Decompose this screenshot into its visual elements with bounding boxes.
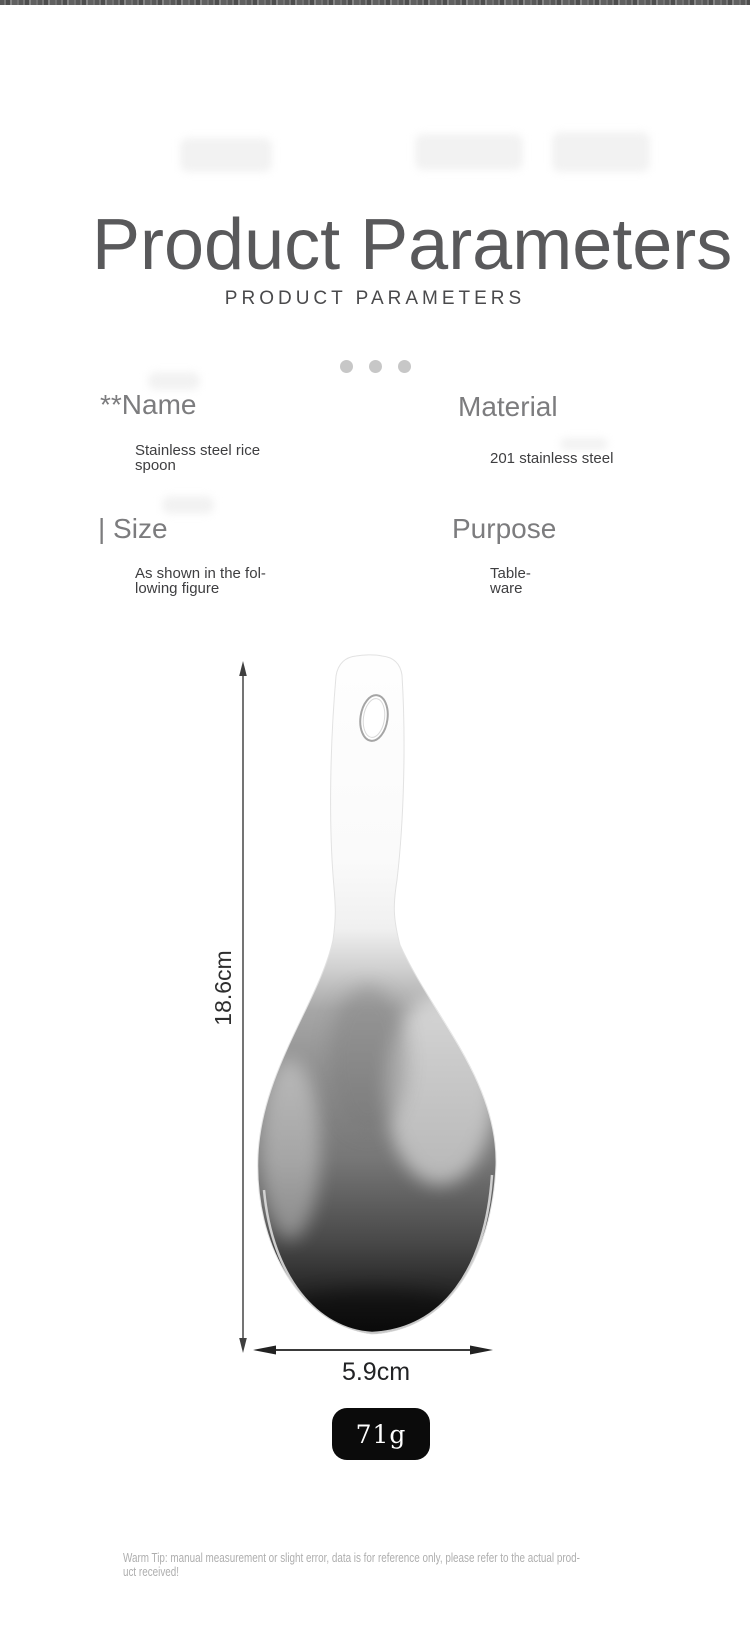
param-value-line: Stainless steel rice (135, 442, 261, 459)
height-dimension-line (239, 661, 247, 1353)
watermark-ghost (162, 496, 214, 514)
param-label-purpose: Purpose (452, 513, 557, 544)
dots-divider (0, 360, 750, 373)
weight-badge-text: 71g (355, 1419, 407, 1449)
param-label-material: Material (458, 391, 558, 422)
param-label-size: | Size (98, 513, 168, 544)
param-value-line: Table- (490, 565, 531, 582)
warm-tip-note (123, 1551, 625, 1578)
param-value-line: spoon (135, 457, 176, 474)
param-value-size (135, 566, 266, 596)
watermark-ghost (148, 372, 200, 390)
dot (369, 360, 382, 373)
width-dimension-label: 5.9cm (341, 1358, 411, 1386)
param-value-line: As shown in the fol- (135, 565, 266, 582)
watermark-ghost (560, 438, 608, 450)
warm-tip-line: uct received! (123, 1563, 180, 1579)
warm-tip-line: Warm Tip: manual measurement or slight error, data is for reference only, please refer to the actual prod- (123, 1550, 580, 1565)
param-value-name (135, 443, 260, 473)
watermark-ghost (415, 134, 523, 170)
param-value-line: ware (490, 580, 523, 597)
product-image-spoon (200, 630, 520, 1370)
height-dimension-label: 18.6cm (210, 950, 236, 1026)
dot (398, 360, 411, 373)
param-value-line: 201 stainless steel (490, 450, 614, 467)
param-value-material (490, 451, 613, 466)
width-dimension-line (253, 1346, 493, 1355)
weight-badge (332, 1408, 430, 1460)
watermark-ghost (552, 132, 650, 172)
param-value-purpose (490, 566, 531, 596)
page-subtitle: PRODUCT PARAMETERS (224, 288, 526, 309)
param-value-line: lowing figure (135, 580, 220, 597)
previous-section-edge (0, 0, 750, 5)
watermark-ghost (180, 138, 272, 172)
page-title: Product Parameters (92, 205, 733, 286)
param-label-name: **Name (100, 389, 197, 420)
dot (340, 360, 353, 373)
